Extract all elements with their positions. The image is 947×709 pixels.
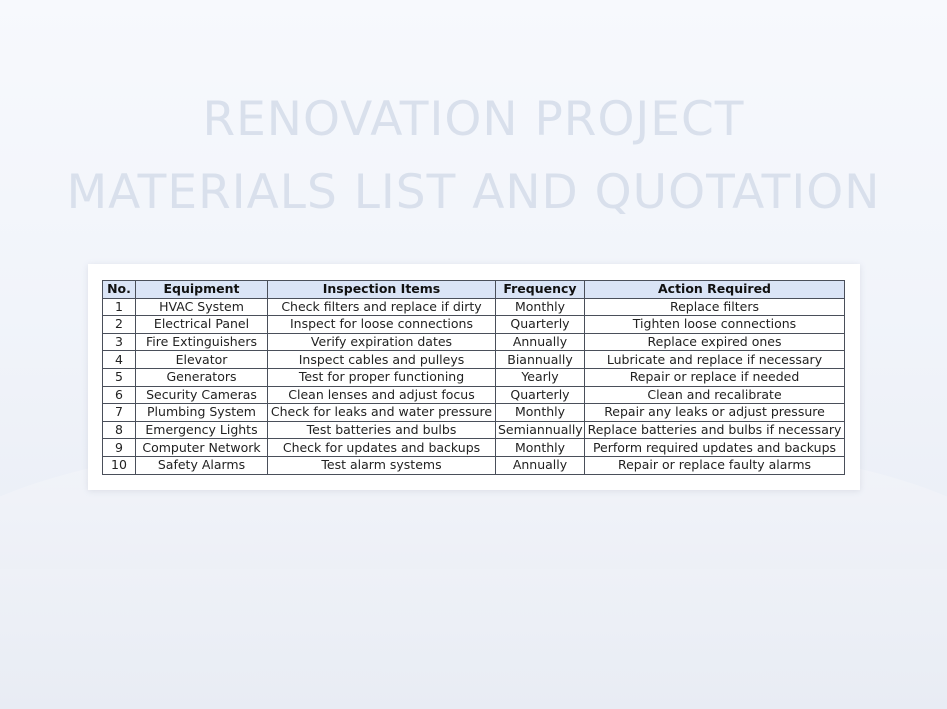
table-row xyxy=(103,316,845,334)
header-frequency: Frequency xyxy=(496,281,585,299)
cell-no: 4 xyxy=(103,351,136,369)
page-title-line-1: RENOVATION PROJECT xyxy=(202,92,745,147)
inspection-table xyxy=(102,280,845,475)
header-action-required: Action Required xyxy=(585,281,845,299)
cell-no: 9 xyxy=(103,439,136,457)
cell-equipment: Security Cameras xyxy=(136,386,268,404)
cell-equipment: Emergency Lights xyxy=(136,421,268,439)
table-row xyxy=(103,386,845,404)
table-body xyxy=(103,298,845,474)
cell-equipment: Electrical Panel xyxy=(136,316,268,334)
cell-inspection-items: Test for proper functioning xyxy=(268,368,496,386)
table-row xyxy=(103,351,845,369)
cell-frequency: Quarterly xyxy=(496,316,585,334)
cell-no: 8 xyxy=(103,421,136,439)
table-row xyxy=(103,333,845,351)
cell-frequency: Monthly xyxy=(496,404,585,422)
cell-no: 6 xyxy=(103,386,136,404)
cell-no: 10 xyxy=(103,456,136,474)
table-row xyxy=(103,456,845,474)
cell-action-required: Perform required updates and backups xyxy=(585,439,845,457)
cell-equipment: Fire Extinguishers xyxy=(136,333,268,351)
cell-equipment: HVAC System xyxy=(136,298,268,316)
cell-inspection-items: Inspect for loose connections xyxy=(268,316,496,334)
cell-action-required: Clean and recalibrate xyxy=(585,386,845,404)
cell-inspection-items: Clean lenses and adjust focus xyxy=(268,386,496,404)
table-row xyxy=(103,368,845,386)
cell-no: 5 xyxy=(103,368,136,386)
cell-frequency: Annually xyxy=(496,456,585,474)
cell-inspection-items: Test batteries and bulbs xyxy=(268,421,496,439)
cell-equipment: Safety Alarms xyxy=(136,456,268,474)
cell-frequency: Biannually xyxy=(496,351,585,369)
cell-no: 3 xyxy=(103,333,136,351)
cell-action-required: Repair or replace faulty alarms xyxy=(585,456,845,474)
cell-action-required: Lubricate and replace if necessary xyxy=(585,351,845,369)
header-no: No. xyxy=(103,281,136,299)
cell-action-required: Replace expired ones xyxy=(585,333,845,351)
page-title-line-2: MATERIALS LIST AND QUOTATION xyxy=(66,165,881,220)
cell-action-required: Tighten loose connections xyxy=(585,316,845,334)
cell-action-required: Repair any leaks or adjust pressure xyxy=(585,404,845,422)
cell-inspection-items: Inspect cables and pulleys xyxy=(268,351,496,369)
cell-action-required: Replace batteries and bulbs if necessary xyxy=(585,421,845,439)
cell-no: 1 xyxy=(103,298,136,316)
cell-action-required: Repair or replace if needed xyxy=(585,368,845,386)
table-row xyxy=(103,298,845,316)
cell-equipment: Elevator xyxy=(136,351,268,369)
cell-inspection-items: Check filters and replace if dirty xyxy=(268,298,496,316)
cell-frequency: Monthly xyxy=(496,439,585,457)
table-row xyxy=(103,404,845,422)
cell-equipment: Computer Network xyxy=(136,439,268,457)
cell-inspection-items: Test alarm systems xyxy=(268,456,496,474)
table-row xyxy=(103,421,845,439)
header-equipment: Equipment xyxy=(136,281,268,299)
cell-equipment: Generators xyxy=(136,368,268,386)
cell-frequency: Semiannually xyxy=(496,421,585,439)
table-header xyxy=(103,281,845,299)
cell-action-required: Replace filters xyxy=(585,298,845,316)
cell-no: 7 xyxy=(103,404,136,422)
cell-equipment: Plumbing System xyxy=(136,404,268,422)
cell-inspection-items: Check for updates and backups xyxy=(268,439,496,457)
cell-frequency: Monthly xyxy=(496,298,585,316)
cell-frequency: Yearly xyxy=(496,368,585,386)
cell-inspection-items: Verify expiration dates xyxy=(268,333,496,351)
table-row xyxy=(103,439,845,457)
header-row xyxy=(103,281,845,299)
table-card xyxy=(88,264,860,490)
cell-no: 2 xyxy=(103,316,136,334)
cell-inspection-items: Check for leaks and water pressure xyxy=(268,404,496,422)
cell-frequency: Annually xyxy=(496,333,585,351)
cell-frequency: Quarterly xyxy=(496,386,585,404)
header-inspection-items: Inspection Items xyxy=(268,281,496,299)
